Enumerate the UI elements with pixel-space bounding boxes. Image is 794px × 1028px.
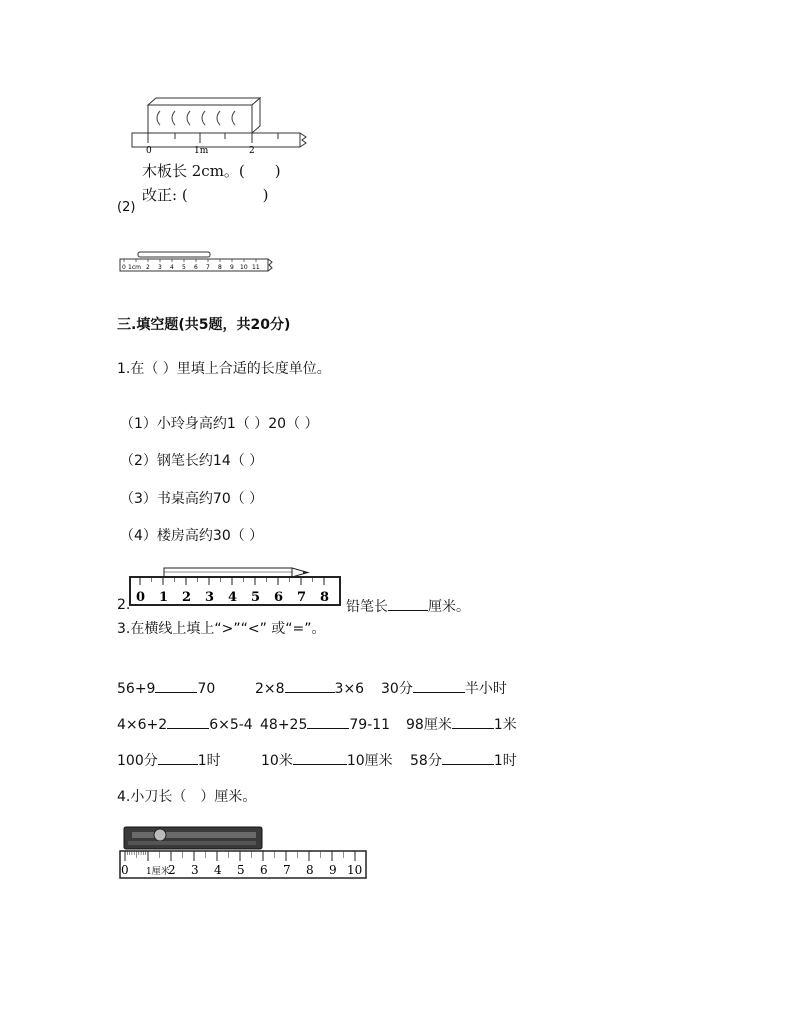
compare-left: 56+9 (117, 681, 156, 697)
compare-left: 4×6+2 (117, 717, 168, 733)
board-length-statement: 木板长 2cm。( ) (142, 162, 281, 180)
compare-right: 半小时 (464, 681, 507, 697)
compare-blank[interactable] (307, 714, 349, 729)
compare-right: 10厘米 (346, 753, 393, 769)
board-correction-line: 改正: ( ) (142, 186, 269, 204)
board-ruler-label-1m: 1m (194, 146, 209, 156)
knife-ruler-label: 3 (191, 863, 199, 877)
small-ruler-figure (118, 250, 278, 276)
compare-blank[interactable] (413, 678, 465, 693)
q3-row2-item2 (260, 714, 390, 734)
small-ruler-label: 0 (122, 264, 126, 271)
q3-row2-item3 (406, 714, 517, 734)
compare-left: 48+25 (260, 717, 308, 733)
pencil-ruler-label: 4 (228, 590, 238, 605)
knife-ruler-label: 5 (237, 863, 245, 877)
knife-ruler-label: 6 (260, 863, 268, 877)
compare-blank[interactable] (293, 750, 347, 765)
compare-right: 1米 (493, 717, 517, 733)
q2-text-after: 厘米。 (428, 599, 470, 615)
small-ruler-label: 10 (240, 264, 248, 271)
q1-stem: 1.在（ ）里填上合适的长度单位。 (117, 361, 331, 377)
compare-left: 100分 (117, 753, 158, 769)
compare-left: 10米 (261, 753, 293, 769)
knife-ruler-label: 9 (329, 863, 337, 877)
small-ruler-label: 11 (252, 264, 260, 271)
compare-blank[interactable] (158, 750, 198, 765)
compare-right: 1时 (197, 753, 221, 769)
compare-left: 58分 (410, 753, 442, 769)
small-ruler-label: 4 (170, 264, 174, 271)
q3-stem: 3.在横线上填上“>”“<” 或“=”。 (117, 621, 326, 637)
q3-row1-item2 (255, 678, 364, 698)
pencil-ruler-label: 7 (297, 590, 307, 605)
small-ruler-label: 9 (230, 264, 234, 271)
pencil-ruler-label: 0 (136, 590, 146, 605)
small-ruler-label: 7 (206, 264, 210, 271)
pencil-ruler-label: 8 (320, 590, 330, 605)
q2-number: 2. (117, 597, 131, 613)
compare-right: 1时 (493, 753, 517, 769)
board-ruler-label-2: 2 (249, 146, 255, 156)
compare-left: 98厘米 (406, 717, 452, 733)
q3-row2-item1 (117, 714, 253, 734)
knife-ruler-label: 1厘米 (146, 867, 170, 877)
knife-ruler-label: 2 (168, 863, 176, 877)
q2-text-before: 铅笔长 (346, 599, 388, 615)
q2-answer (346, 596, 470, 616)
pencil-ruler-label: 2 (182, 590, 192, 605)
small-ruler-label: 6 (194, 264, 198, 271)
pencil-ruler-figure (128, 565, 344, 609)
compare-blank[interactable] (452, 714, 494, 729)
q3-row1-item1 (117, 678, 215, 698)
knife-ruler-label: 7 (283, 863, 291, 877)
compare-right: 6×5-4 (209, 717, 253, 733)
compare-right: 3×6 (334, 681, 365, 697)
pencil-ruler-label: 3 (205, 590, 215, 605)
small-ruler-drawing (118, 250, 278, 276)
q3-row3-item1 (117, 750, 221, 770)
compare-left: 2×8 (255, 681, 285, 697)
small-ruler-label: 5 (182, 264, 186, 271)
section-title: 三.填空题(共5题，共20分) (117, 317, 291, 333)
q3-row3-item3 (410, 750, 517, 770)
q1-item-2: （2）钢笔长约14（ ） (120, 453, 264, 469)
compare-blank[interactable] (155, 678, 197, 693)
small-ruler-label: 2 (146, 264, 150, 271)
q3-row3-item2 (261, 750, 393, 770)
pencil-ruler-label: 1 (159, 590, 169, 605)
compare-right: 70 (197, 681, 216, 697)
knife-ruler-drawing (118, 823, 370, 881)
pencil-ruler-label: 6 (274, 590, 284, 605)
compare-blank[interactable] (167, 714, 209, 729)
small-ruler-label: 8 (218, 264, 222, 271)
board-ruler-figure (120, 95, 320, 165)
pencil-ruler-drawing (128, 565, 344, 609)
knife-ruler-label: 8 (306, 863, 314, 877)
knife-ruler-label: 10 (347, 863, 363, 877)
q4-stem: 4.小刀长（ ）厘米。 (117, 789, 257, 805)
q2-answer-blank[interactable] (388, 596, 428, 611)
item-number-2: (2) (117, 200, 136, 215)
compare-left: 30分 (381, 681, 413, 697)
q1-item-3: （3）书桌高约70（ ） (120, 491, 264, 507)
board-ruler-label-0: 0 (146, 146, 152, 156)
compare-right: 79-11 (349, 717, 391, 733)
q3-row1-item3 (381, 678, 507, 698)
knife-ruler-label: 0 (121, 863, 129, 877)
compare-blank[interactable] (285, 678, 335, 693)
pencil-ruler-label: 5 (251, 590, 261, 605)
small-ruler-label: 1cm (128, 264, 141, 271)
small-ruler-label: 3 (158, 264, 162, 271)
knife-ruler-label: 4 (214, 863, 222, 877)
compare-blank[interactable] (442, 750, 494, 765)
q1-item-1: （1）小玲身高约1（ ）20（ ） (120, 416, 319, 432)
board-ruler-drawing (120, 95, 320, 165)
knife-ruler-figure (118, 823, 370, 881)
q1-item-4: （4）楼房高约30（ ） (120, 528, 264, 544)
